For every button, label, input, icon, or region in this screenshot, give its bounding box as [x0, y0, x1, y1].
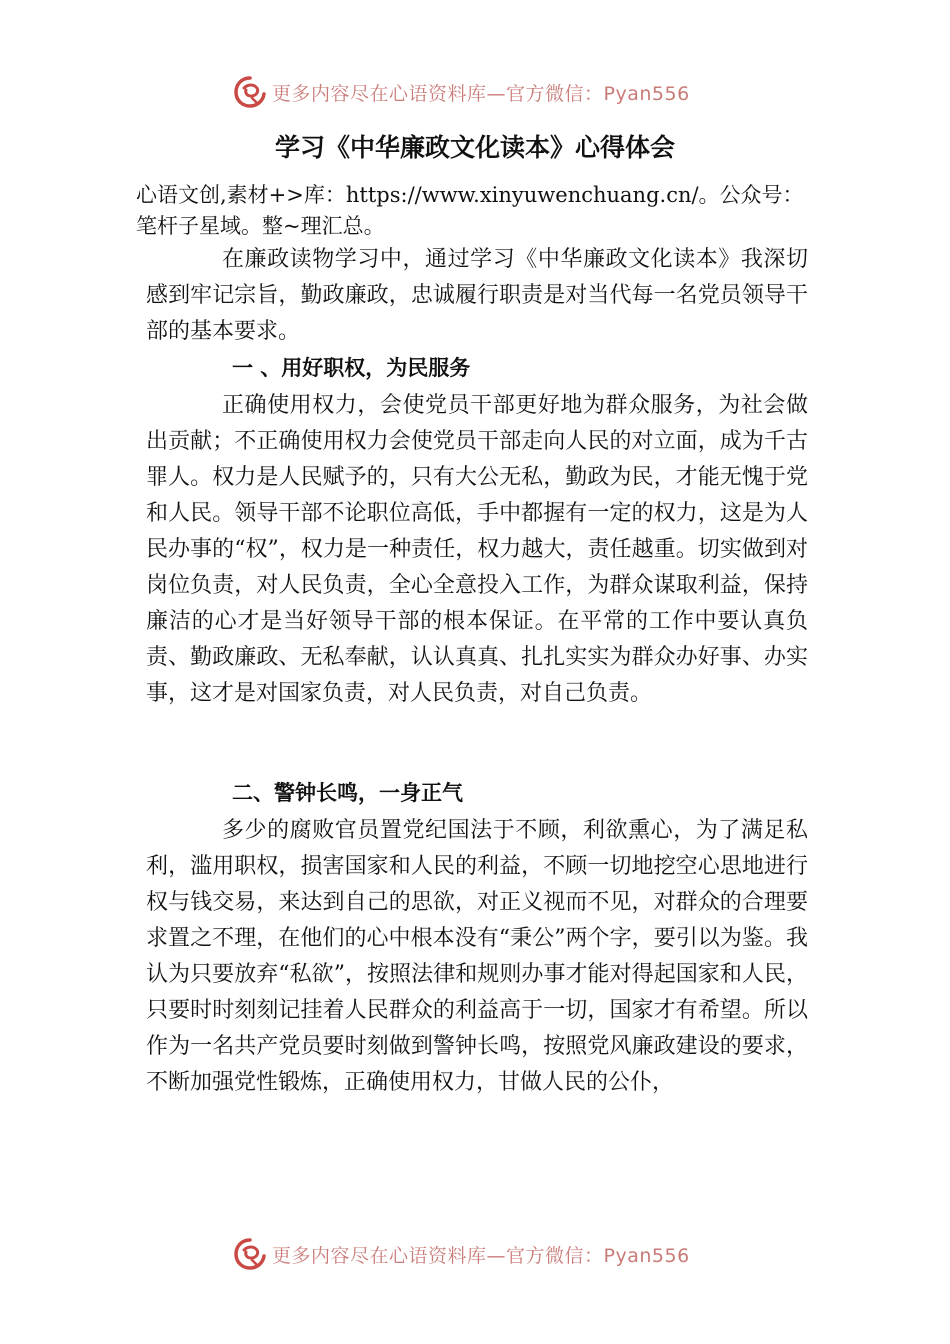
- footer-watermark-text: 更多内容尽在心语资料库—官方微信：Pyan556: [272, 1244, 690, 1267]
- section-1-paragraph: 正确使用权力，会使党员干部更好地为群众服务，为社会做出贡献；不正确使用权力会使党员干部走向人民的对立面，成为千古罪人。权力是人民赋予的，只有大公无私，勤政为民，才能无愧于党和人民。领导干部不论职位高低，手中都握有一定的权力，这是为人民办事的“权”，权力是一种责任，权力越大，责任越重。切实做到对岗位负责，对人民负责，全心全意投入工作，为群众谋取利益，保持廉洁的心才是当好领导干部的根本保证。在平常的工作中要认真负责、勤政廉政、无私奉献，认认真真、扎扎实实为群众办好事、办实事，这才是对国家负责，对人民负责，对自己负责。: [146, 393, 808, 706]
- section-1-heading: 一 、用好职权，为民服务: [232, 356, 471, 380]
- source-line: 心语文创,素材+>库：https://www.xinyuwenchuang.cn/。公众号：笔杆子星域。整~理汇总。: [136, 183, 804, 238]
- header-watermark: [232, 74, 690, 110]
- intro-paragraph: 在廉政读物学习中，通过学习《中华廉政文化读本》我深切感到牢记宗旨，勤政廉政，忠诚履行职责是对当代每一名党员领导干部的基本要求。: [146, 247, 808, 344]
- brush-seal-logo-icon: [232, 1236, 268, 1272]
- section-2-paragraph: 多少的腐败官员置党纪国法于不顾，利欲熏心，为了满足私利，滥用职权，损害国家和人民的利益，不顾一切地挖空心思地进行权与钱交易，来达到自己的思欲，对正义视而不见，对群众的合理要求置之不理，在他们的心中根本没有“秉公”两个字，要引以为鉴。我认为只要放弃“私欲”，按照法律和规则办事才能对得起国家和人民，只要时时刻刻记挂着人民群众的利益高于一切，国家才有希望。所以作为一名共产党员要时刻做到警钟长鸣，按照党风廉政建设的要求，不断加强党性锻炼，正确使用权力，甘做人民的公仆，: [146, 818, 808, 1095]
- document-title: 学习《中华廉政文化读本》心得体会: [274, 133, 675, 162]
- footer-watermark: [232, 1236, 690, 1272]
- header-watermark-text: 更多内容尽在心语资料库—官方微信：Pyan556: [272, 82, 690, 105]
- brush-seal-logo-icon: [232, 74, 268, 110]
- section-2-heading: 二、警钟长鸣，一身正气: [232, 781, 463, 805]
